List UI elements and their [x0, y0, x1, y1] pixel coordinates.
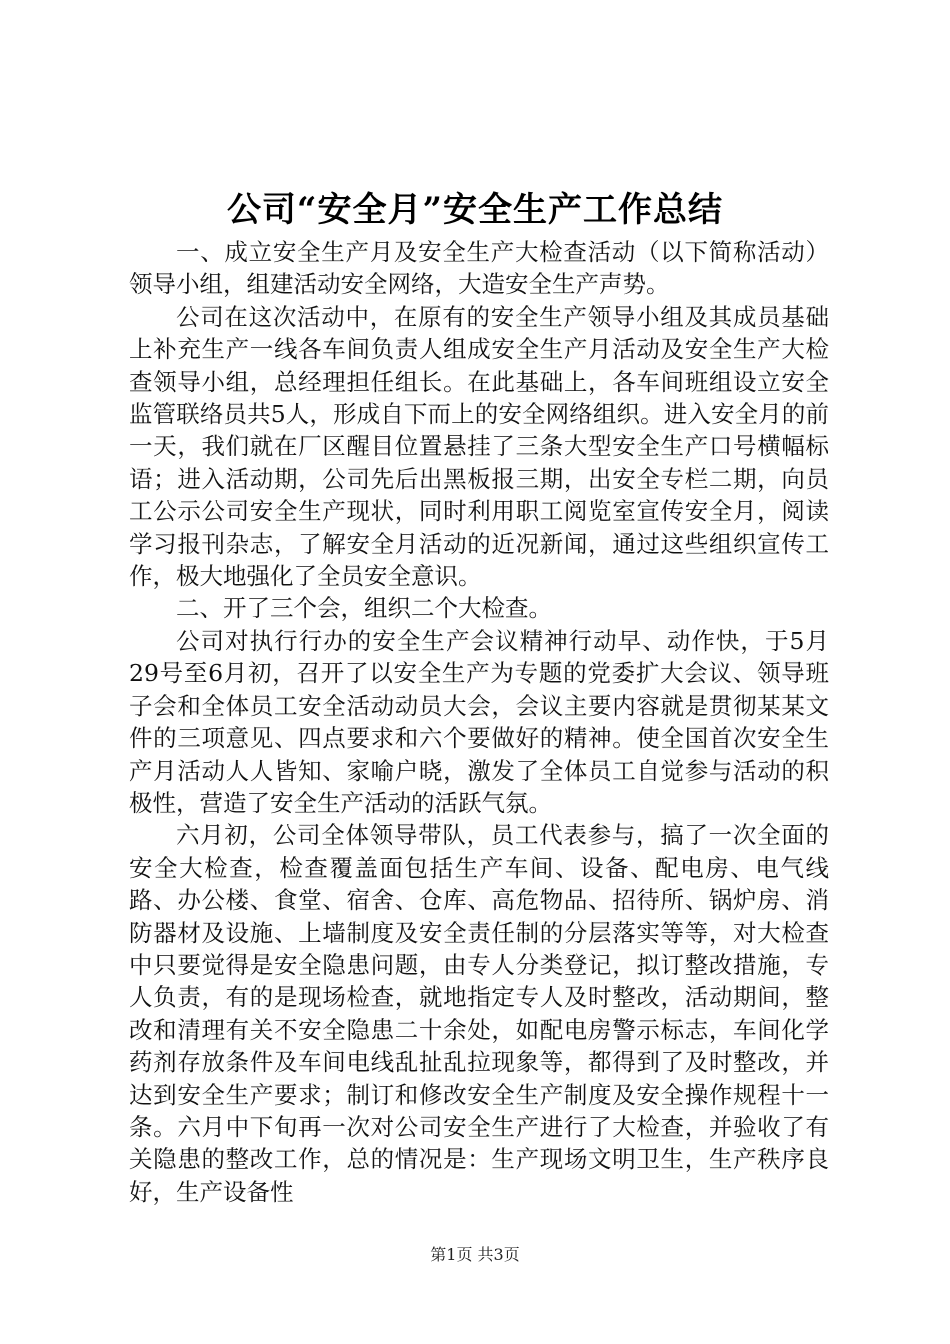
paragraph: 公司对执行行办的安全生产会议精神行动早、动作快，于5月29号至6月初，召开了以安全生产为专题的党委扩大会议、领导班子会和全体员工安全活动动员大会，会议主要内容就是贯彻某某文件的三项意见、四点要求和六个要做好的精神。使全国首次安全生产月活动人人皆知、家喻户晓，激发了全体员工自觉参与活动的积极性，营造了安全生产活动的活跃气氛。 [129, 626, 829, 817]
paragraph: 二、开了三个会，组织二个大检查。 [176, 594, 552, 623]
document-body [129, 236, 829, 1208]
paragraph: 一、成立安全生产月及安全生产大检查活动（以下简称活动）领导小组，组建活动安全网络，大造安全生产声势。 [129, 238, 829, 299]
paragraph: 六月初，公司全体领导带队，员工代表参与，搞了一次全面的安全大检查，检查覆盖面包括生产车间、设备、配电房、电气线路、办公楼、食堂、宿舍、仓库、高危物品、招待所、锅炉房、消防器材及设施、上墙制度及安全责任制的分层落实等等，对大检查中只要觉得是安全隐患问题，由专人分类登记，拟订整改措施，专人负责，有的是现场检查，就地指定专人及时整改，活动期间，整改和清理有关不安全隐患二十余处，如配电房警示标志，车间化学药剂存放条件及车间电线乱扯乱拉现象等，都得到了及时整改，并达到安全生产要求；制订和修改安全生产制度及安全操作规程十一条。六月中下旬再一次对公司安全生产进行了大检查，并验收了有关隐患的整改工作，总的情况是：生产现场文明卫生，生产秩序良好，生产设备性 [129, 821, 829, 1206]
document-title: 公司“安全月”安全生产工作总结 [226, 190, 724, 230]
page-number-footer: 第1页 共3页 [430, 1245, 520, 1264]
paragraph: 公司在这次活动中，在原有的安全生产领导小组及其成员基础上补充生产一线各车间负责人组成安全生产月活动及安全生产大检查领导小组，总经理担任组长。在此基础上，各车间班组设立安全监管联络员共5人，形成自下而上的安全网络组织。进入安全月的前一天，我们就在厂区醒目位置悬挂了三条大型安全生产口号横幅标语；进入活动期，公司先后出黑板报三期，出安全专栏二期，向员工公示公司安全生产现状，同时利用职工阅览室宣传安全月，阅读学习报刊杂志，了解安全月活动的近况新闻，通过这些组织宣传工作，极大地强化了全员安全意识。 [129, 302, 829, 591]
